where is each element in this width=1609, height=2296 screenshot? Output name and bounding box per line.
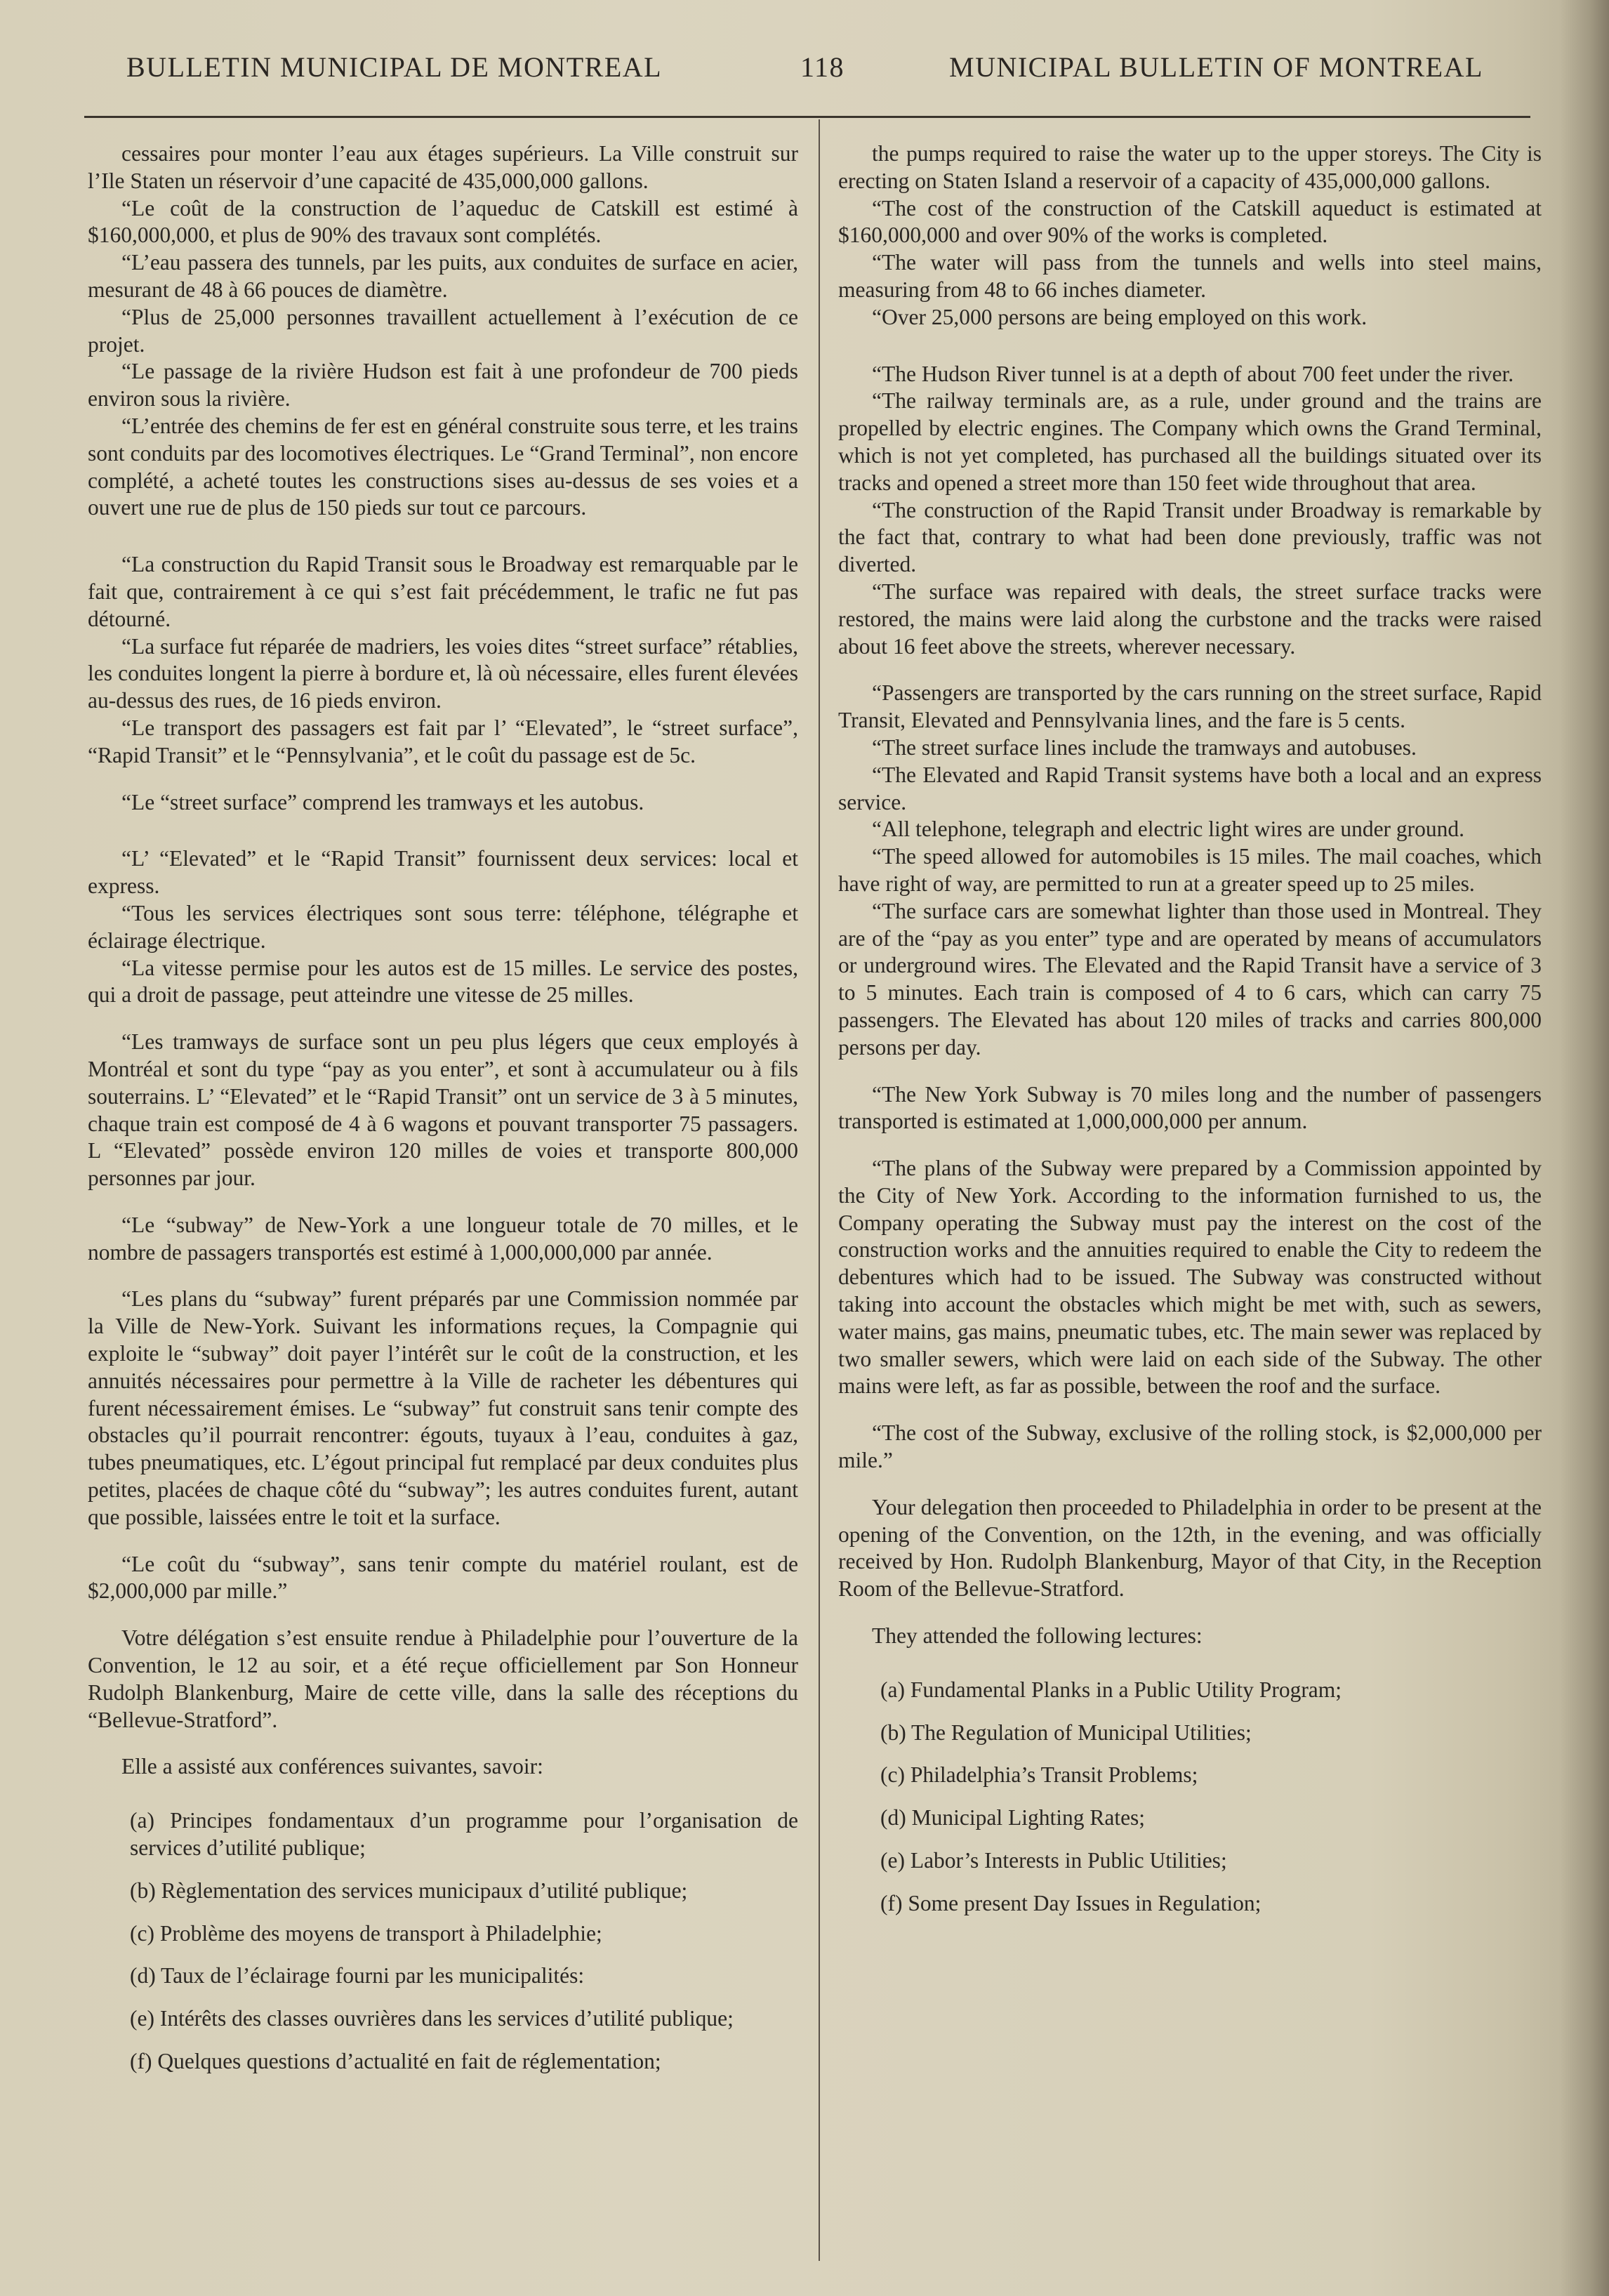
paragraph: “The Elevated and Rapid Transit systems have both a local and an express service. — [838, 762, 1542, 814]
list-item: (a) Fundamental Planks in a Public Utility Program; — [880, 1677, 1342, 1702]
column-divider — [819, 119, 820, 2261]
paragraph: Elle a assisté aux conférences suivantes, savoir: — [121, 1754, 543, 1779]
paragraph: “The construction of the Rapid Transit under Broadway is remarkable by the fact that, contrary to what had been done previously, traffic was not diverted. — [838, 497, 1542, 577]
paragraph: “Le coût du “subway”, sans tenir compte du matériel roulant, est de $2,000,000 par mille.” — [88, 1551, 798, 1604]
paragraph: “L’entrée des chemins de fer est en général construite sous terre, et les trains sont conduits par des locomotives électriques. Le “Grand Terminal”, non encore complété, a acheté toutes les constructions sises au-dessus de ses voies et a ouvert une rue de plus de 150 pieds sur tout ce parcours. — [88, 413, 798, 520]
page-binding-shadow — [1560, 0, 1609, 2296]
paragraph: “The cost of the construction of the Catskill aqueduct is estimated at $160,000,000 and over 90% of the works is completed. — [838, 195, 1542, 248]
paragraph: “The water will pass from the tunnels and wells into steel mains, measuring from 48 to 66 inches diameter. — [838, 250, 1542, 302]
french-column — [88, 140, 798, 2076]
list-item: (b) Règlementation des services municipaux d’utilité publique; — [130, 1878, 688, 1903]
paragraph: “Plus de 25,000 personnes travaillent actuellement à l’exécution de ce projet. — [88, 304, 798, 357]
paragraph: cessaires pour monter l’eau aux étages supérieurs. La Ville construit sur l’Ile Staten un réservoir d’une capacité de 435,000,000 gallons. — [88, 141, 798, 193]
page-number: 118 — [800, 51, 845, 83]
paragraph: “La vitesse permise pour les autos est de 15 milles. Le service des postes, qui a droit de passage, peut atteindre une vitesse de 25 milles. — [88, 955, 798, 1008]
list-item: (c) Problème des moyens de transport à Philadelphie; — [130, 1920, 602, 1946]
list-item: (f) Quelques questions d’actualité en fait de réglementation; — [130, 2049, 661, 2074]
paragraph: “Over 25,000 persons are being employed on this work. — [872, 304, 1368, 329]
list-item: (d) Municipal Lighting Rates; — [880, 1805, 1146, 1830]
paragraph: “Le “street surface” comprend les tramways et les autobus. — [121, 789, 644, 814]
paragraph: “Le coût de la construction de l’aqueduc de Catskill est estimé à $160,000,000, et plus de 90% des travaux sont complétés. — [88, 195, 798, 248]
paragraph: “Les tramways de surface sont un peu plus légers que ceux employés à Montréal et sont du type “pay as you enter”, et sont à accumulateur ou à fils souterrains. L’ “Elevated” et le “Rapid Transit” ont un service de 3 à 5 minutes, chaque train est composé de 4 à 6 wagons et pouvant transporter 75 passagers. L “Elevated” possède environ 120 milles de voies et transporte 800,000 personnes par jour. — [88, 1029, 798, 1191]
paragraph: “The railway terminals are, as a rule, under ground and the trains are propelled by electric engines. The Company which owns the Grand Terminal, which is not yet completed, has purchased all the buildings situated over its tracks and opened a street more than 150 feet wide throughout that area. — [838, 388, 1542, 495]
paragraph: They attended the following lectures: — [872, 1623, 1203, 1649]
paragraph: “Passengers are transported by the cars running on the street surface, Rapid Transit, Elevated and Pennsylvania lines, and the fare is 5 cents. — [838, 680, 1542, 733]
paragraph: “L’ “Elevated” et le “Rapid Transit” fournissent deux services: local et express. — [88, 846, 798, 899]
paragraph: “The plans of the Subway were prepared by a Commission appointed by the City of New York. According to the information furnished to us, the Company operating the Subway must pay the interest on the cost of the construction works and the annuities required to enable the City to redeem the debentures which had to be issued. The Subway was constructed without taking into account the obstacles which might be met with, such as sewers, water mains, gas mains, pneumatic tubes, etc. The main sewer was replaced by two smaller sewers, which were laid on each side of the Subway. The other mains were left, as far as possible, between the roof and the surface. — [838, 1156, 1542, 1399]
paragraph: “La construction du Rapid Transit sous le Broadway est remarquable par le fait que, contrairement à ce qui s’est fait précédemment, le trafic ne fut pas détourné. — [88, 552, 798, 631]
paragraph: “L’eau passera des tunnels, par les puits, aux conduites de surface en acier, mesurant de 48 à 66 pouces de diamètre. — [88, 250, 798, 302]
paragraph: “The New York Subway is 70 miles long and the number of passengers transported is estimated at 1,000,000,000 per annum. — [838, 1081, 1542, 1134]
list-item: (d) Taux de l’éclairage fourni par les municipalités: — [130, 1963, 585, 1988]
header-rule — [84, 116, 1530, 118]
list-item: (e) Intérêts des classes ouvrières dans les services d’utilité publique; — [130, 2006, 734, 2031]
list-item: (b) The Regulation of Municipal Utilities; — [880, 1720, 1252, 1745]
paragraph: “Tous les services électriques sont sous terre: téléphone, télégraphe et éclairage électrique. — [88, 900, 798, 953]
paragraph: “Le passage de la rivière Hudson est fait à une profondeur de 700 pieds environ sous la rivière. — [88, 359, 798, 411]
paragraph: “Le transport des passagers est fait par l’ “Elevated”, le “street surface”, “Rapid Transit” et le “Pennsylvania”, et le coût du passage est de 5c. — [88, 715, 798, 767]
paragraph: “All telephone, telegraph and electric light wires are under ground. — [872, 817, 1465, 842]
paragraph: “The speed allowed for automobiles is 15 miles. The mail coaches, which have right of way, are permitted to run at a greater speed up to 25 miles. — [838, 844, 1542, 896]
paragraph: “Les plans du “subway” furent préparés par une Commission nommée par la Ville de New-York. Suivant les informations reçues, la Compagnie qui exploite le “subway” doit payer l’intérêt sur le coût de la construction, et les annuités nécessaires pour permettre à la Ville de racheter les débentures qui furent nécessairement émises. Le “subway” fut construit sans tenir compte des obstacles qu’il pourrait rencontrer: égouts, tuyaux à l’eau, conduites à gaz, tubes pneumatiques, etc. L’égout principal fut remplacé par deux conduites plus petites, placées de chaque côté du “subway”; les autres conduites furent, autant que possible, laissées entre le toit et la surface. — [88, 1286, 798, 1529]
paragraph: “The cost of the Subway, exclusive of the rolling stock, is $2,000,000 per mile.” — [838, 1420, 1542, 1473]
list-item: (f) Some present Day Issues in Regulation; — [880, 1890, 1262, 1915]
list-item: (e) Labor’s Interests in Public Utilities; — [880, 1848, 1227, 1873]
english-column — [838, 140, 1542, 1918]
paragraph: “The surface cars are somewhat lighter than those used in Montreal. They are of the “pay as you enter” type and are operated by means of accumulators or underground wires. The Elevated and the Rapid Transit have a service of 3 to 5 minutes. Each train is composed of 4 to 6 cars, which can carry 75 passengers. The Elevated has about 120 miles of tracks and carries 800,000 persons per day. — [838, 898, 1542, 1060]
list-item: (a) Principes fondamentaux d’un programme pour l’organisation de services d’utilité publique; — [130, 1808, 798, 1861]
paragraph: the pumps required to raise the water up to the upper storeys. The City is erecting on Staten Island a reservoir of a capacity of 435,000,000 gallons. — [838, 141, 1542, 193]
paragraph: “The Hudson River tunnel is at a depth of about 700 feet under the river. — [872, 361, 1514, 386]
paragraph: “The street surface lines include the tramways and autobuses. — [872, 734, 1417, 760]
paragraph: “The surface was repaired with deals, the street surface tracks were restored, the mains were laid along the curbstone and the tracks were raised about 16 feet above the streets, wherever necessary. — [838, 579, 1542, 659]
paragraph: Your delegation then proceeded to Philadelphia in order to be present at the opening of the Convention, on the 12th, in the evening, and was officially received by Hon. Rudolph Blankenburg, Mayor of that City, in the Reception Room of the Bellevue-Stratford. — [838, 1494, 1542, 1602]
paragraph: “La surface fut réparée de madriers, les voies dites “street surface” rétablies, les conduites longent la pierre à bordure et, là où nécessaire, elles furent élevées au-dessus des rues, de 16 pieds environ. — [88, 633, 798, 713]
paragraph: “Le “subway” de New-York a une longueur totale de 70 milles, et le nombre de passagers transportés est estimé à 1,000,000,000 par année. — [88, 1212, 798, 1265]
header-english-title: MUNICIPAL BULLETIN OF MONTREAL — [949, 51, 1483, 83]
list-item: (c) Philadelphia’s Transit Problems; — [880, 1762, 1198, 1788]
header-french-title: BULLETIN MUNICIPAL DE MONTREAL — [126, 51, 663, 83]
paragraph: Votre délégation s’est ensuite rendue à Philadelphie pour l’ouverture de la Convention, le 12 au soir, et a été reçue officiellement par Son Honneur Rudolph Blankenburg, Maire de cette ville, dans la salle des réceptions du “Bellevue-Stratford”. — [88, 1625, 798, 1732]
